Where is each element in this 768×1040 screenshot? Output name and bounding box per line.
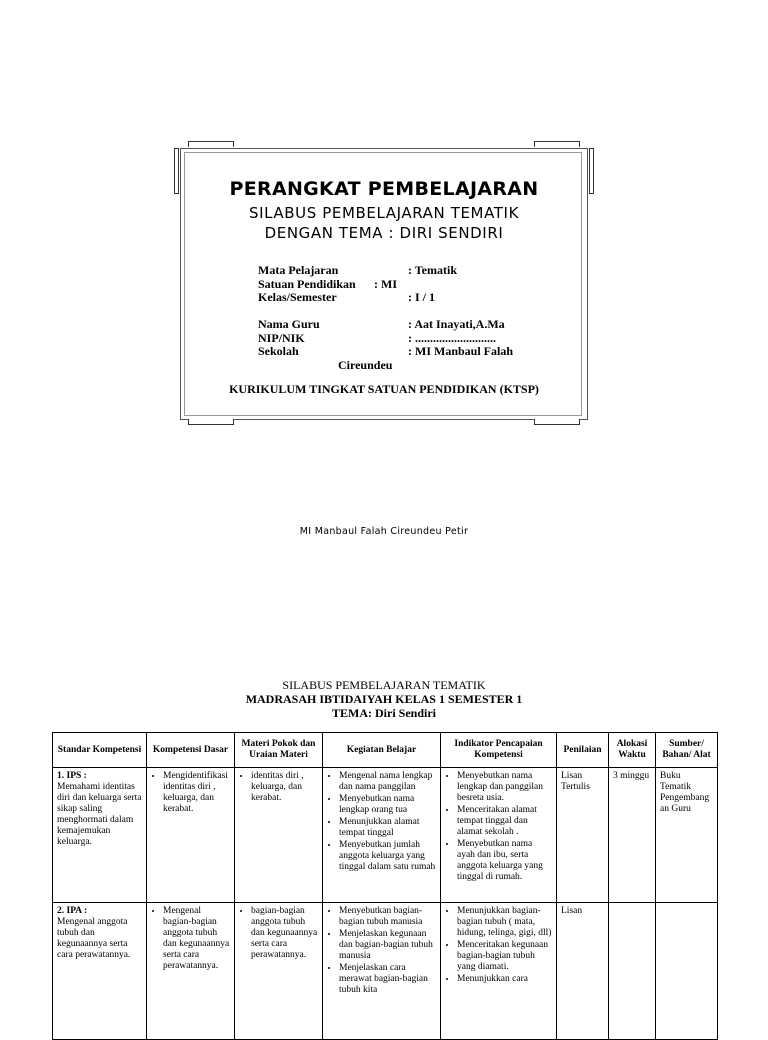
syllabus-table xyxy=(52,732,718,1040)
list-item: • Menyebutkan nama ayah dan ibu, serta anggota keluarga yang tinggal di rumah. xyxy=(457,839,552,883)
table-header-row xyxy=(53,733,718,768)
cell-sumber xyxy=(656,903,718,1040)
list-item: • Mengidentifikasi identitas diri , keluarga, dan kerabat. xyxy=(163,771,230,815)
syllabus-heading-2: MADRASAH IBTIDAIYAH KELAS 1 SEMESTER 1 xyxy=(245,692,523,706)
page-footer: MI Manbaul Falah Cireundeu Petir xyxy=(299,526,469,537)
value-satuan-pendidikan: : MI xyxy=(374,276,397,291)
cell-alokasi: 3 minggu xyxy=(609,768,656,903)
frame-tab-top-right xyxy=(534,141,580,147)
value-sekolah-cont: Cireundeu xyxy=(338,357,393,372)
list-item: • Menunjukkan cara xyxy=(457,974,552,985)
cell-kompetensi-dasar xyxy=(147,903,235,1040)
sk-text: Mengenal anggota tubuh dan kegunaannya serta cara perawatannya. xyxy=(57,917,131,960)
syllabus-heading-1: SILABUS PEMBELAJARAN TEMATIK xyxy=(282,678,486,692)
frame-tab-top-left xyxy=(188,141,234,147)
cell-sumber: Buku Tematik Pengembang an Guru xyxy=(656,768,718,903)
list-item: • Menyebutkan bagian-bagian tubuh manusia xyxy=(339,906,436,928)
list-item: • Menceritakan alamat tempat tinggal dan alamat sekolah . xyxy=(457,805,552,838)
list-item: • Menceritakan kegunaan bagian-bagian tubuh yang diamati. xyxy=(457,940,552,973)
list-item: • Mengenal bagian-bagian anggota tubuh dan kegunaannya serta cara perawatannya. xyxy=(163,906,230,972)
cell-kegiatan xyxy=(323,903,441,1040)
cell-kegiatan xyxy=(323,768,441,903)
cell-materi xyxy=(235,768,323,903)
list-item: • Menjelaskan kegunaan dan bagian-bagian tubuh manusia xyxy=(339,929,436,962)
cell-materi xyxy=(235,903,323,1040)
cell-indikator xyxy=(441,903,557,1040)
sk-title: 1. IPS : xyxy=(57,771,87,781)
label-sekolah: Sekolah xyxy=(258,344,299,358)
value-kelas-semester: : I / 1 xyxy=(408,290,435,304)
cover-subtitle-2: DENGAN TEMA : DIRI SENDIRI xyxy=(264,224,504,242)
cell-alokasi xyxy=(609,903,656,1040)
cell-standar-kompetensi xyxy=(53,903,147,1040)
list-item: • Menyebutkan nama lengkap dan panggilan besreta usia. xyxy=(457,771,552,804)
sk-title: 2. IPA : xyxy=(57,906,88,916)
table-row xyxy=(53,768,718,903)
col-header: Alokasi Waktu xyxy=(609,733,656,768)
cell-penilaian: Lisan Tertulis xyxy=(557,768,609,903)
value-nama-guru: : Aat Inayati,A.Ma xyxy=(408,317,505,331)
frame-tab-bottom-left xyxy=(188,419,234,425)
col-header: Kegiatan Belajar xyxy=(323,733,441,768)
syllabus-heading-3: TEMA: Diri Sendiri xyxy=(332,706,436,720)
cover-subtitle-1: SILABUS PEMBELAJARAN TEMATIK xyxy=(248,204,520,222)
col-header: Materi Pokok dan Uraian Materi xyxy=(235,733,323,768)
list-item: • Menunjukkan bagian-bagian tubuh ( mata, hidung, telinga, gigi, dll) xyxy=(457,906,552,939)
col-header: Standar Kompetensi xyxy=(53,733,147,768)
list-item: • bagian-bagian anggota tubuh dan kegunaannya serta cara perawatannya. xyxy=(251,906,318,961)
table-row xyxy=(53,903,718,1040)
frame-tab-bottom-right xyxy=(534,419,580,425)
cover-info-block xyxy=(258,264,558,374)
list-item: • Menyebutkan jumlah anggota keluarga yang tinggal dalam satu rumah xyxy=(339,840,436,873)
col-header: Kompetensi Dasar xyxy=(147,733,235,768)
cell-indikator xyxy=(441,768,557,903)
col-header: Sumber/ Bahan/ Alat xyxy=(656,733,718,768)
col-header: Indikator Pencapaian Kompetensi xyxy=(441,733,557,768)
label-nip: NIP/NIK xyxy=(258,330,305,345)
list-item: • Menjelaskan cara merawat bagian-bagian tubuh kita xyxy=(339,963,436,996)
label-satuan-pendidikan: Satuan Pendidikan xyxy=(258,276,356,291)
label-kelas-semester: Kelas/Semester xyxy=(258,290,337,304)
list-item: • Mengenal nama lengkap dan nama panggilan xyxy=(339,771,436,793)
label-nama-guru: Nama Guru xyxy=(258,317,320,331)
cover-kurikulum: KURIKULUM TINGKAT SATUAN PENDIDIKAN (KTSP) xyxy=(229,382,539,396)
cell-standar-kompetensi xyxy=(53,768,147,903)
cover-frame xyxy=(176,142,592,424)
col-header: Penilaian xyxy=(557,733,609,768)
cell-kompetensi-dasar xyxy=(147,768,235,903)
sk-text: Memahami identitas diri dan keluarga serta sikap saling menghormati dalam kemajemukan keluarga. xyxy=(57,782,142,847)
value-nip: : ........................... xyxy=(408,330,496,345)
label-mata-pelajaran: Mata Pelajaran xyxy=(258,263,339,277)
list-item: • Menunjukkan alamat tempat tinggal xyxy=(339,817,436,839)
list-item: • identitas diri , keluarga, dan kerabat. xyxy=(251,771,318,804)
cover-title: PERANGKAT PEMBELAJARAN xyxy=(229,178,539,200)
cell-penilaian: Lisan xyxy=(557,903,609,1040)
list-item: • Menyebutkan nama lengkap orang tua xyxy=(339,794,436,816)
value-mata-pelajaran: : Tematik xyxy=(408,263,458,277)
value-sekolah: : MI Manbaul Falah xyxy=(408,344,514,358)
